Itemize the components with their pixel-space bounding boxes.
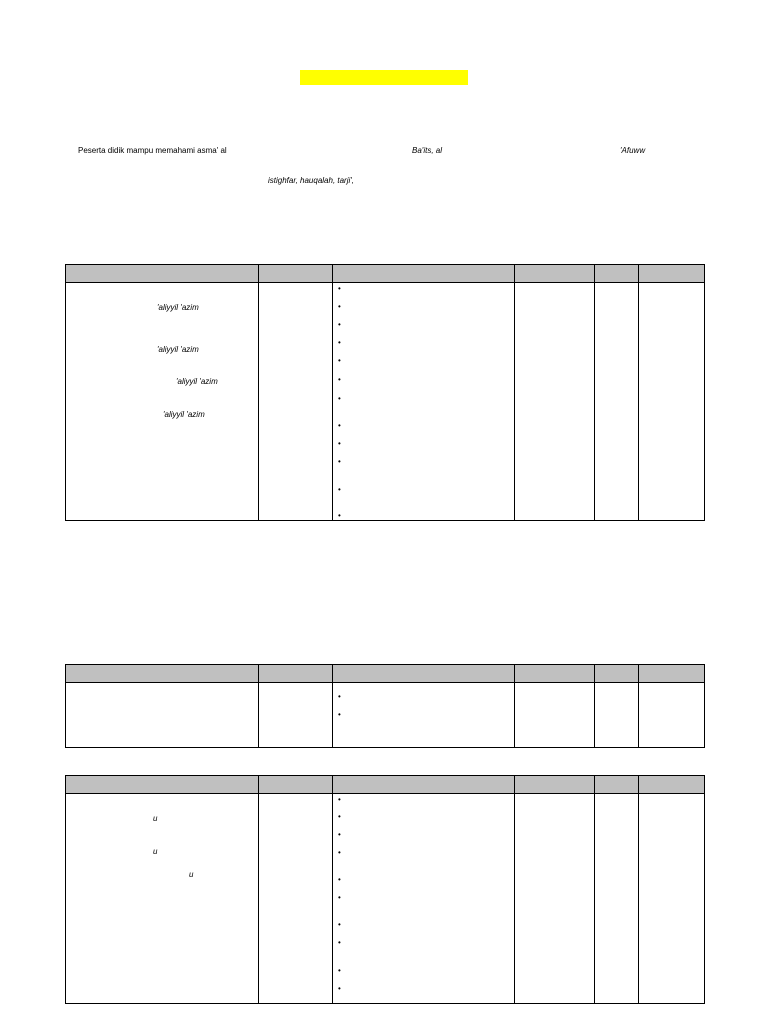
bullet-icon: • (338, 710, 341, 719)
table-header-row (66, 776, 705, 794)
bullet-icon: • (338, 511, 341, 520)
cell-text: 'aliyyil 'azim (157, 303, 199, 312)
cell-text: u (189, 870, 194, 879)
bullet-icon: • (338, 320, 341, 329)
cell-text: 'aliyyil 'azim (163, 410, 205, 419)
bullet-icon: • (338, 966, 341, 975)
bullet-icon: • (338, 457, 341, 466)
bullet-icon: • (338, 375, 341, 384)
cell-text: u (153, 847, 158, 856)
table-1 (65, 264, 705, 521)
table-header-row (66, 265, 705, 283)
intro-text-3: 'Afuww (620, 146, 646, 155)
bullet-icon: • (338, 938, 341, 947)
bullet-icon: • (338, 875, 341, 884)
bullet-icon: • (338, 421, 341, 430)
bullet-icon: • (338, 485, 341, 494)
bullet-icon: • (338, 284, 341, 293)
bullet-icon: • (338, 848, 341, 857)
table-header-row (66, 665, 705, 683)
highlighted-title-bar (300, 70, 468, 85)
bullet-icon: • (338, 984, 341, 993)
bullet-icon: • (338, 338, 341, 347)
bullet-icon: • (338, 812, 341, 821)
table-row (66, 683, 705, 748)
cell-text: 'aliyyil 'azim (157, 345, 199, 354)
table-3 (65, 775, 705, 1004)
cell-text: u (153, 814, 158, 823)
table-row (66, 283, 705, 521)
bullet-icon: • (338, 795, 341, 804)
table-row (66, 794, 705, 1004)
bullet-icon: • (338, 830, 341, 839)
cell-text: 'aliyyil 'azim (176, 377, 218, 386)
bullet-icon: • (338, 439, 341, 448)
intro-text-4: istighfar, hauqalah, tarji', (268, 176, 355, 185)
bullet-icon: • (338, 302, 341, 311)
bullet-icon: • (338, 692, 341, 701)
bullet-icon: • (338, 893, 341, 902)
intro-text-1: Peserta didik mampu memahami asma' al (78, 146, 227, 155)
bullet-icon: • (338, 920, 341, 929)
intro-text-2: Ba'its, al (412, 146, 442, 155)
bullet-icon: • (338, 356, 341, 365)
table-2 (65, 664, 705, 748)
bullet-icon: • (338, 394, 341, 403)
